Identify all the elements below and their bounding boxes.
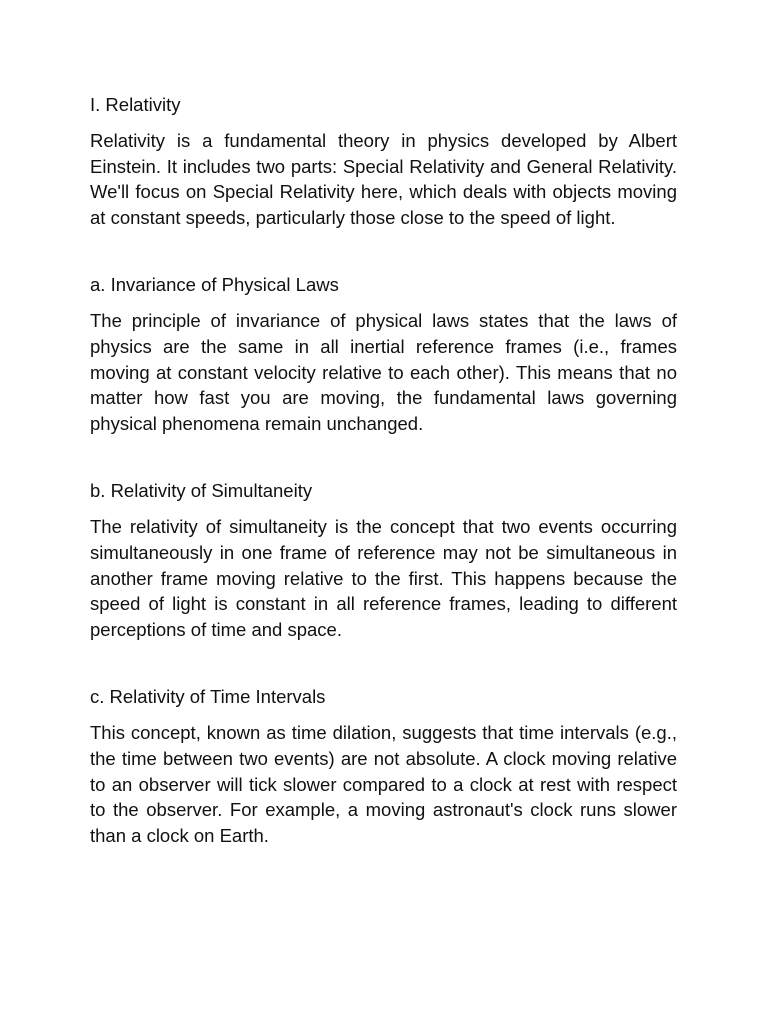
section-relativity-of-simultaneity (90, 478, 677, 642)
section-relativity-of-time-intervals (90, 684, 677, 848)
document-body (90, 92, 677, 848)
section-paragraph: This concept, known as time dilation, suggests that time intervals (e.g., the time between two events) are not absolute. A clock moving relative to an observer will tick slower compared to a clock at rest with respect to the observer. For example, a moving astronaut's clock runs slower than a clock on Earth. (90, 722, 677, 846)
section-relativity (90, 92, 677, 230)
section-paragraph: Relativity is a fundamental theory in physics developed by Albert Einstein. It includes two parts: Special Relativity and General Relativity. We'll focus on Special Relativity here, which deals with objects moving at constant speeds, particularly those close to the speed of light. (90, 130, 677, 228)
section-paragraph: The principle of invariance of physical laws states that the laws of physics are the same in all inertial reference frames (i.e., frames moving at constant velocity relative to each other). This means that no matter how fast you are moving, the fundamental laws governing physical phenomena remain unchanged. (90, 310, 677, 434)
section-heading: I. Relativity (90, 94, 181, 115)
section-heading: c. Relativity of Time Intervals (90, 686, 326, 708)
section-invariance-of-physical-laws (90, 272, 677, 436)
section-heading: b. Relativity of Simultaneity (90, 480, 313, 502)
section-heading: a. Invariance of Physical Laws (90, 274, 339, 296)
section-paragraph: The relativity of simultaneity is the concept that two events occurring simultaneously in one frame of reference may not be simultaneous in another frame moving relative to the first. This happens because the speed of light is constant in all reference frames, leading to different perceptions of time and space. (90, 516, 677, 640)
